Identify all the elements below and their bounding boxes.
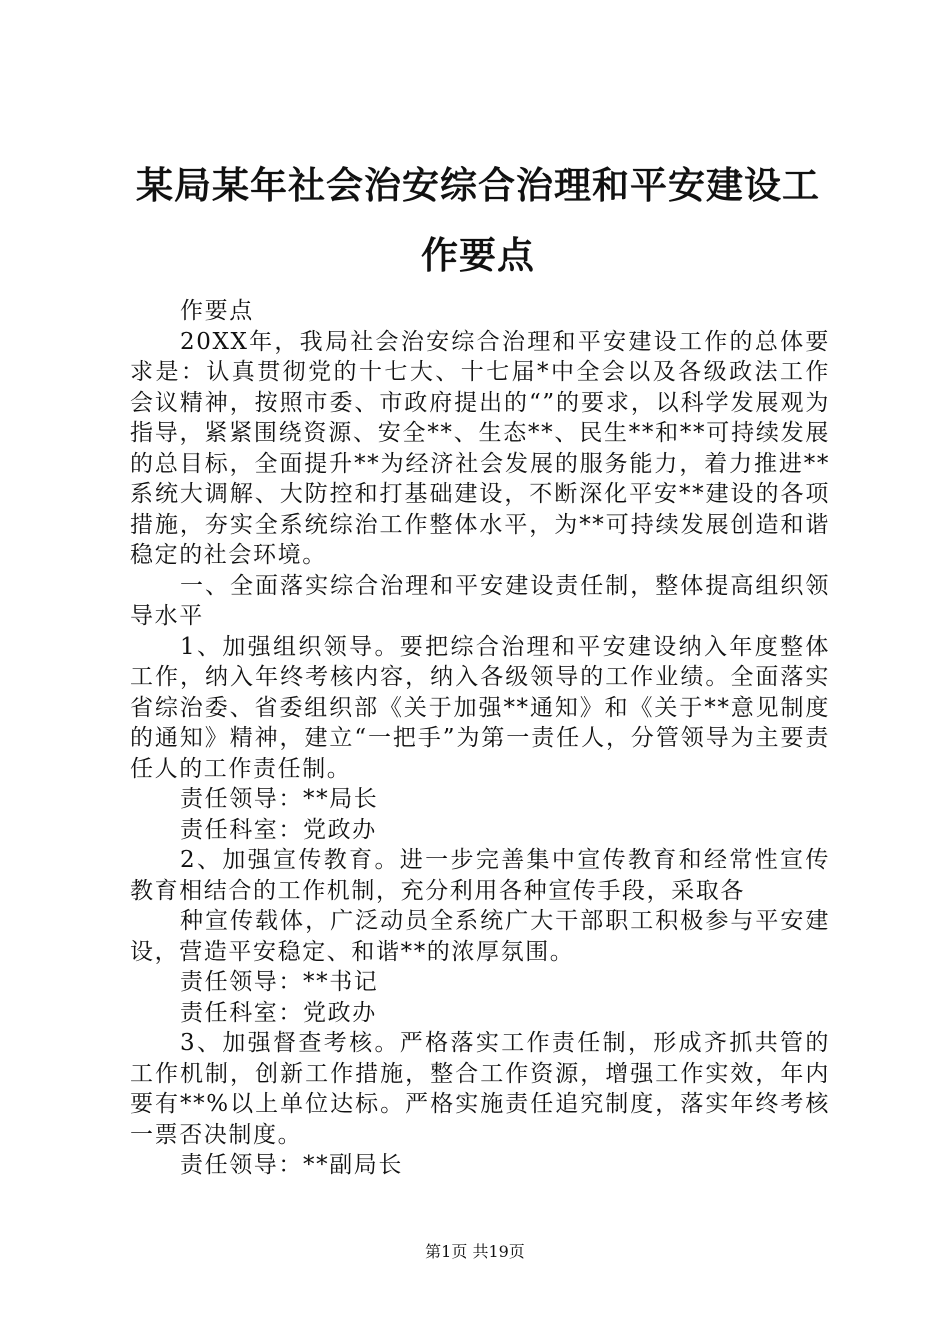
paragraph-overall-requirements: 20XX年，我局社会治安综合治理和平安建设工作的总体要求是：认真贯彻党的十七大、十七届*中全会以及各级政法工作会议精神，按照市委、市政府提出的“”的要求，以科学发展观为指导，紧紧围绕资源、安全**、生态**、民生**和**可持续发展的总目标，全面提升**为经济社会发展的服务能力，着力推进**系统大调解、大防控和打基础建设，不断深化平安**建设的各项措施，夯实全系统综治工作整体水平，为**可持续发展创造和谐稳定的社会环境。 bbox=[130, 328, 830, 568]
document-body bbox=[130, 296, 830, 1181]
section-heading-1: 一、全面落实综合治理和平安建设责任制，整体提高组织领导水平 bbox=[130, 572, 830, 629]
document-title: 某局某年社会治安综合治理和平安建设工作要点 bbox=[136, 163, 820, 277]
responsible-leader-3: 责任领导：**副局长 bbox=[180, 1152, 403, 1178]
paragraph-item-2: 2、加强宣传教育。进一步完善集中宣传教育和经常性宣传教育相结合的工作机制，充分利用各种宣传手段，采取各 bbox=[130, 847, 830, 904]
paragraph-heading-note: 作要点 bbox=[180, 298, 254, 324]
paragraph-item-3: 3、加强督查考核。严格落实工作责任制，形成齐抓共管的工作机制，创新工作措施，整合工作资源，增强工作实效，年内要有**%以上单位达标。严格实施责任追究制度，落实年终考核一票否决制度。 bbox=[130, 1030, 830, 1148]
responsible-office-1: 责任科室：党政办 bbox=[180, 816, 377, 843]
paragraph-item-1: 1、加强组织领导。要把综合治理和平安建设纳入年度整体工作，纳入年终考核内容，纳入各级领导的工作业绩。全面落实省综治委、省委组织部《关于加强**通知》和《关于**意见制度的通知》精神，建立“一把手”为第一责任人，分管领导为主要责任人的工作责任制。 bbox=[130, 633, 830, 782]
paragraph-item-2-continued: 种宣传载体，广泛动员全系统广大干部职工积极参与平安建设，营造平安稳定、和谐**的浓厚氛围。 bbox=[130, 908, 830, 965]
responsible-office-2: 责任科室：党政办 bbox=[180, 999, 377, 1026]
responsible-leader-2: 责任领导：**书记 bbox=[180, 969, 379, 995]
responsible-leader-1: 责任领导：**局长 bbox=[180, 786, 379, 812]
page-number-footer: 第1页 共19页 bbox=[425, 1242, 525, 1261]
